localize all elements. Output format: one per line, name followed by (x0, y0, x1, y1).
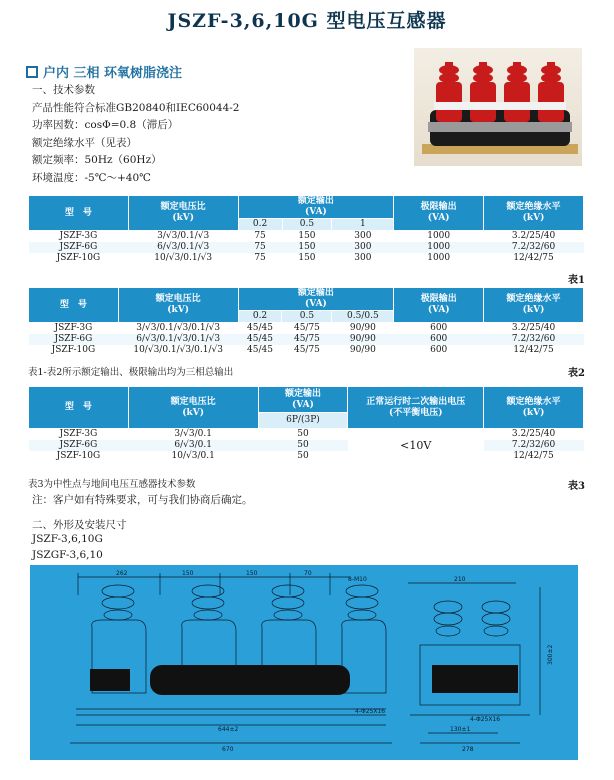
table-3 (28, 386, 584, 462)
param-line: 环境温度：-5℃～+40℃ (32, 171, 151, 184)
dim-label: 4-Φ25X16 (470, 716, 501, 723)
cell: 75 (238, 242, 282, 253)
table-1-label: 表1 (568, 275, 585, 286)
dim-label: 4-Φ25X16 (355, 708, 386, 715)
cell: 10/√3/0.1/√3 (128, 253, 238, 264)
dim-label: 130±1 (450, 726, 471, 733)
cell: 1000 (394, 253, 484, 264)
col-header-ratio: 额定电压比 (kV) (128, 387, 258, 429)
cell: 90/90 (332, 334, 394, 345)
cell: 6/√3/0.1 (128, 440, 258, 451)
cell: 300 (332, 242, 394, 253)
col-header-limit: 极限输出 (VA) (394, 196, 484, 231)
dim-label: 210 (454, 576, 466, 583)
cell: 600 (394, 323, 484, 335)
dim-label: 262 (116, 570, 128, 577)
param-line: 功率因数：cosΦ=0.8（滞后） (32, 119, 179, 132)
class-header: 0.5/0.5 (332, 311, 394, 323)
table-row (29, 231, 584, 243)
page-title: JSZF-3,6,10G 型电压互感器 (167, 10, 447, 32)
cell: JSZF-6G (29, 334, 119, 345)
cell: 12/42/75 (484, 345, 584, 356)
dim-label: 8-M10 (348, 576, 367, 583)
cell: 300 (332, 253, 394, 264)
cell: 75 (238, 253, 282, 264)
model-line-1: JSZF-3,6,10G (32, 533, 103, 545)
cell: 150 (282, 253, 332, 264)
dim-label: 300±2 (547, 644, 554, 665)
dim-label: 150 (246, 570, 258, 577)
param-line: 额定绝缘水平（见表） (32, 136, 137, 149)
cell: JSZF-10G (29, 345, 119, 356)
cell: JSZF-6G (29, 242, 129, 253)
product-photo (414, 48, 582, 166)
cell: JSZF-6G (29, 440, 129, 451)
cell: 90/90 (332, 345, 394, 356)
cell: 45/45 (238, 334, 282, 345)
class-header: 6P/(3P) (258, 413, 348, 429)
cell: 50 (258, 451, 348, 462)
cell: 10/√3/0.1 (128, 451, 258, 462)
cell: 45/45 (238, 345, 282, 356)
col-header-limit: 极限输出 (VA) (394, 288, 484, 323)
table-1 (28, 195, 584, 264)
cell: 12/42/75 (484, 253, 584, 264)
table-row (29, 440, 584, 451)
dim-label: 670 (222, 746, 234, 753)
class-header: 0.2 (238, 311, 282, 323)
cell: JSZF-10G (29, 451, 129, 462)
model-line-2: JSZGF-3,6,10 (32, 549, 103, 561)
cell: 12/42/75 (484, 451, 584, 462)
cell: 7.2/32/60 (484, 440, 584, 451)
cell: JSZF-3G (29, 231, 129, 243)
class-header: 0.2 (238, 219, 282, 231)
table-row (29, 334, 584, 345)
col-header-insulation: 额定绝缘水平 (kV) (484, 288, 584, 323)
col-header-output: 额定输出 (VA) (238, 288, 394, 311)
table-3-note: 表3为中性点与地间电压互感器技术参数 (28, 479, 196, 490)
table-2-note: 表1-表2所示额定输出、极限输出均为三相总输出 (28, 367, 234, 378)
col-header-unbalance: 正常运行时二次输出电压 (不平衡电压) (348, 387, 484, 429)
dim-label: 644±2 (218, 726, 239, 733)
cell: 45/75 (282, 345, 332, 356)
square-icon (26, 66, 38, 78)
cell: 3.2/25/40 (484, 323, 584, 335)
cell: 10/√3/0.1/√3/0.1/√3 (118, 345, 238, 356)
cell: 45/45 (238, 323, 282, 335)
cell: 3/√3/0.1/√3/0.1/√3 (118, 323, 238, 335)
params-heading: 一、技术参数 (32, 84, 95, 96)
param-line: 产品性能符合标准GB20840和IEC60044-2 (32, 101, 240, 114)
table-row (29, 253, 584, 264)
unbalance-cell: <10V (348, 429, 484, 463)
col-header-model: 型 号 (29, 387, 129, 429)
cell: 3.2/25/40 (484, 429, 584, 441)
col-header-ratio: 额定电压比 (kV) (128, 196, 238, 231)
tech-params (32, 82, 239, 188)
table-row (29, 429, 584, 441)
cell: 3/√3/0.1/√3 (128, 231, 238, 243)
cell: 50 (258, 429, 348, 441)
cell: 75 (238, 231, 282, 243)
class-header: 0.5 (282, 311, 332, 323)
col-header-model: 型 号 (29, 288, 119, 323)
cell: 600 (394, 345, 484, 356)
col-header-model: 型 号 (29, 196, 129, 231)
remark: 注：客户如有特殊要求，可与我们协商后确定。 (32, 494, 253, 506)
table-row (29, 345, 584, 356)
dims-heading: 二、外形及安装尺寸 (32, 519, 127, 531)
cell: JSZF-10G (29, 253, 129, 264)
col-header-output: 额定输出 (VA) (258, 387, 348, 413)
cell: JSZF-3G (29, 429, 129, 441)
cell: 150 (282, 231, 332, 243)
section-heading: 户内 三相 环氧树脂浇注 (26, 62, 182, 81)
class-header: 1 (332, 219, 394, 231)
cell: 50 (258, 440, 348, 451)
cell: 1000 (394, 242, 484, 253)
col-header-output: 额定输出 (VA) (238, 196, 394, 219)
dimension-drawing (30, 565, 578, 760)
cell: JSZF-3G (29, 323, 119, 335)
table-row (29, 323, 584, 335)
cell: 6/√3/0.1/√3 (128, 242, 238, 253)
table-row (29, 451, 584, 462)
cell: 6/√3/0.1/√3/0.1/√3 (118, 334, 238, 345)
cell: 45/75 (282, 334, 332, 345)
table-3-label: 表3 (568, 481, 585, 492)
cell: 7.2/32/60 (484, 242, 584, 253)
cell: 1000 (394, 231, 484, 243)
param-line: 额定频率：50Hz（60Hz） (32, 154, 162, 167)
table-row (29, 242, 584, 253)
cell: 45/75 (282, 323, 332, 335)
class-header: 0.5 (282, 219, 332, 231)
col-header-insulation: 额定绝缘水平 (kV) (484, 196, 584, 231)
cell: 150 (282, 242, 332, 253)
cell: 600 (394, 334, 484, 345)
dim-label: 150 (182, 570, 194, 577)
table-2-label: 表2 (568, 368, 585, 379)
col-header-insulation: 额定绝缘水平 (kV) (484, 387, 584, 429)
cell: 7.2/32/60 (484, 334, 584, 345)
drawing-svg (30, 565, 578, 760)
col-header-ratio: 额定电压比 (kV) (118, 288, 238, 323)
dim-label: 278 (462, 746, 474, 753)
cell: 3.2/25/40 (484, 231, 584, 243)
cell: 90/90 (332, 323, 394, 335)
transformer-photo-illustration (414, 48, 582, 166)
cell: 300 (332, 231, 394, 243)
dim-label: 70 (304, 570, 312, 577)
cell: 3/√3/0.1 (128, 429, 258, 441)
table-2 (28, 287, 584, 356)
